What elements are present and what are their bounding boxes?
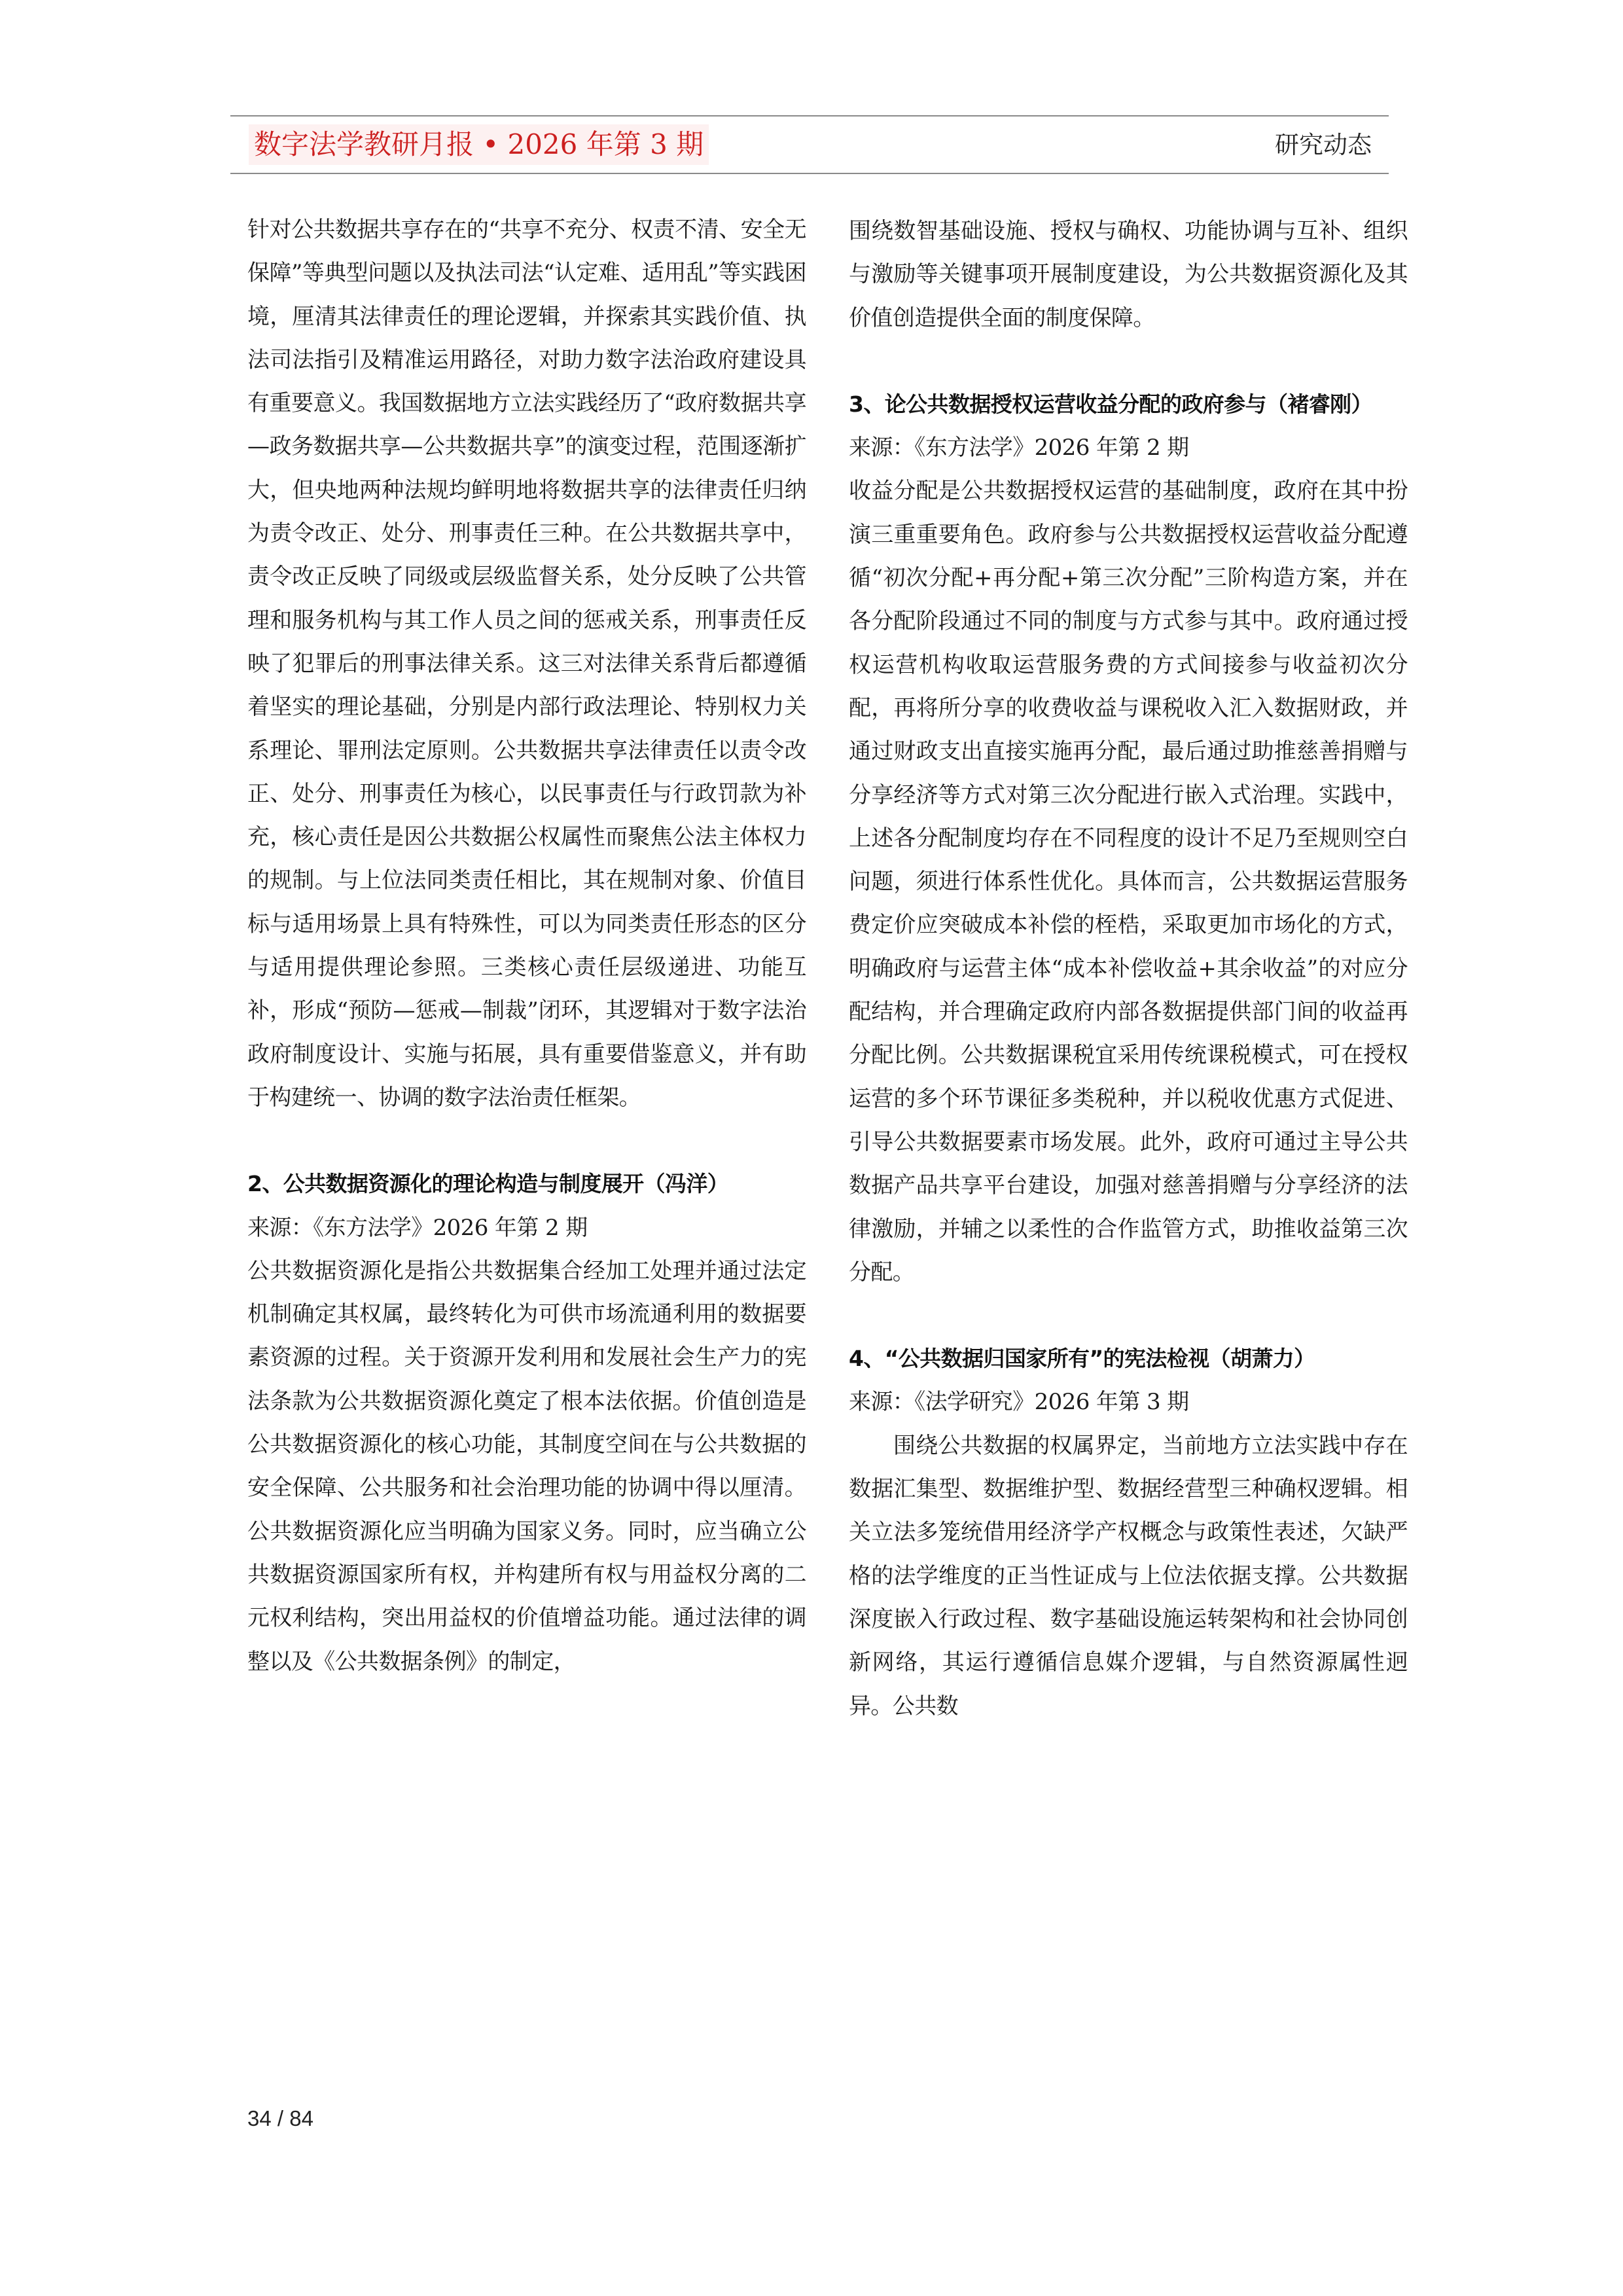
article-4-source: 来源：《法学研究》2026 年第 3 期 bbox=[849, 1389, 1189, 1416]
article-4-abstract: 围绕公共数据的权属界定，当前地方立法实践中存在数据汇集型、数据维护型、数据经营型三种确权逻辑。相关立法多笼统借用经济学产权概念与政策性表述，欠缺严格的法学维度的正当性证成与上位法依据支撑。公共数据深度嵌入行政过程、数字基础设施运转架构和社会协同创新网络，其运行遵循信息媒介逻辑，与自然资源属性迥异。公共数 bbox=[849, 1432, 1408, 1719]
page-header bbox=[230, 115, 1389, 174]
article-3-abstract: 收益分配是公共数据授权运营的基础制度，政府在其中扮演三重重要角色。政府参与公共数据授权运营收益分配遵循“初次分配+再分配+第三次分配”三阶构造方案，并在各分配阶段通过不同的制度与方式参与其中。政府通过授权运营机构收取运营服务费的方式间接参与收益初次分配，再将所分享的收费收益与课税收入汇入数据财政，并通过财政支出直接实施再分配，最后通过助推慈善捐赠与分享经济等方式对第三次分配进行嵌入式治理。实践中，上述各分配制度均存在不同程度的设计不足乃至规则空白问题，须进行体系性优化。具体而言，公共数据运营服务费定价应突破成本补偿的桎梏，采取更加市场化的方式，明确政府与运营主体“成本补偿收益+其余收益”的对应分配结构，并合理确定政府内部各数据提供部门间的收益再分配比例。公共数据课税宜采用传统课税模式，可在授权运营的多个环节课征多类税种，并以税收优惠方式促进、引导公共数据要素市场发展。此外，政府可通过主导公共数据产品共享平台建设，加强对慈善捐赠与分享经济的法律激励，并辅之以柔性的合作监管方式，助推收益第三次分配。 bbox=[849, 478, 1408, 1285]
article-4-title: 4、“公共数据归国家所有”的宪法检视（胡萧力） bbox=[849, 1346, 1315, 1372]
article-2-abstract-continued: 围绕数智基础设施、授权与确权、功能协调与互补、组织与激励等关键事项开展制度建设，为公共数据资源化及其价值创造提供全面的制度保障。 bbox=[849, 218, 1408, 331]
article-1-abstract: 针对公共数据共享存在的“共享不充分、权责不清、安全无保障”等典型问题以及执法司法“认定难、适用乱”等实践困境，厘清其法律责任的理论逻辑，并探索其实践价值、执法司法指引及精准运用路径，对助力数字法治政府建设具有重要意义。我国数据地方立法实践经历了“政府数据共享—政务数据共享—公共数据共享”的演变过程，范围逐渐扩大，但央地两种法规均鲜明地将数据共享的法律责任归纳为责令改正、处分、刑事责任三种。在公共数据共享中，责令改正反映了同级或层级监督关系，处分反映了公共管理和服务机构与其工作人员之间的惩戒关系，刑事责任反映了犯罪后的刑事法律关系。这三对法律关系背后都遵循着坚实的理论基础，分别是内部行政法理论、特别权力关系理论、罪刑法定原则。公共数据共享法律责任以责令改正、处分、刑事责任为核心，以民事责任与行政罚款为补充，核心责任是因公共数据公权属性而聚焦公法主体权力的规制。与上位法同类责任相比，其在规制对象、价值目标与适用场景上具有特殊性，可以为同类责任形态的区分与适用提供理论参照。三类核心责任层级递进、功能互补，形成“预防—惩戒—制裁”闭环，其逻辑对于数字法治政府制度设计、实施与拓展，具有重要借鉴意义，并有助于构建统一、协调的数字法治责任框架。 bbox=[247, 217, 806, 1111]
left-column bbox=[247, 208, 806, 1683]
article-2-title: 2、公共数据资源化的理论构造与制度展开（冯洋） bbox=[247, 1171, 729, 1197]
journal-title: 数字法学教研月报 • 2026 年第 3 期 bbox=[249, 124, 709, 165]
article-2-abstract: 公共数据资源化是指公共数据集合经加工处理并通过法定机制确定其权属，最终转化为可供市场流通利用的数据要素资源的过程。关于资源开发利用和发展社会生产力的宪法条款为公共数据资源化奠定了根本法依据。价值创造是公共数据资源化的核心功能，其制度空间在与公共数据的安全保障、公共服务和社会治理功能的协调中得以厘清。公共数据资源化应当明确为国家义务。同时，应当确立公共数据资源国家所有权，并构建所有权与用益权分离的二元权利结构，突出用益权的价值增益功能。通过法律的调整以及《公共数据条例》的制定， bbox=[247, 1257, 806, 1675]
article-2-source: 来源：《东方法学》2026 年第 2 期 bbox=[247, 1214, 588, 1241]
section-title: 研究动态 bbox=[1275, 131, 1372, 159]
article-3-source: 来源：《东方法学》2026 年第 2 期 bbox=[849, 435, 1189, 461]
right-column bbox=[849, 209, 1408, 1728]
article-3-title: 3、论公共数据授权运营收益分配的政府参与（褚睿刚） bbox=[849, 391, 1372, 417]
page-number: 34 / 84 bbox=[247, 2106, 313, 2130]
